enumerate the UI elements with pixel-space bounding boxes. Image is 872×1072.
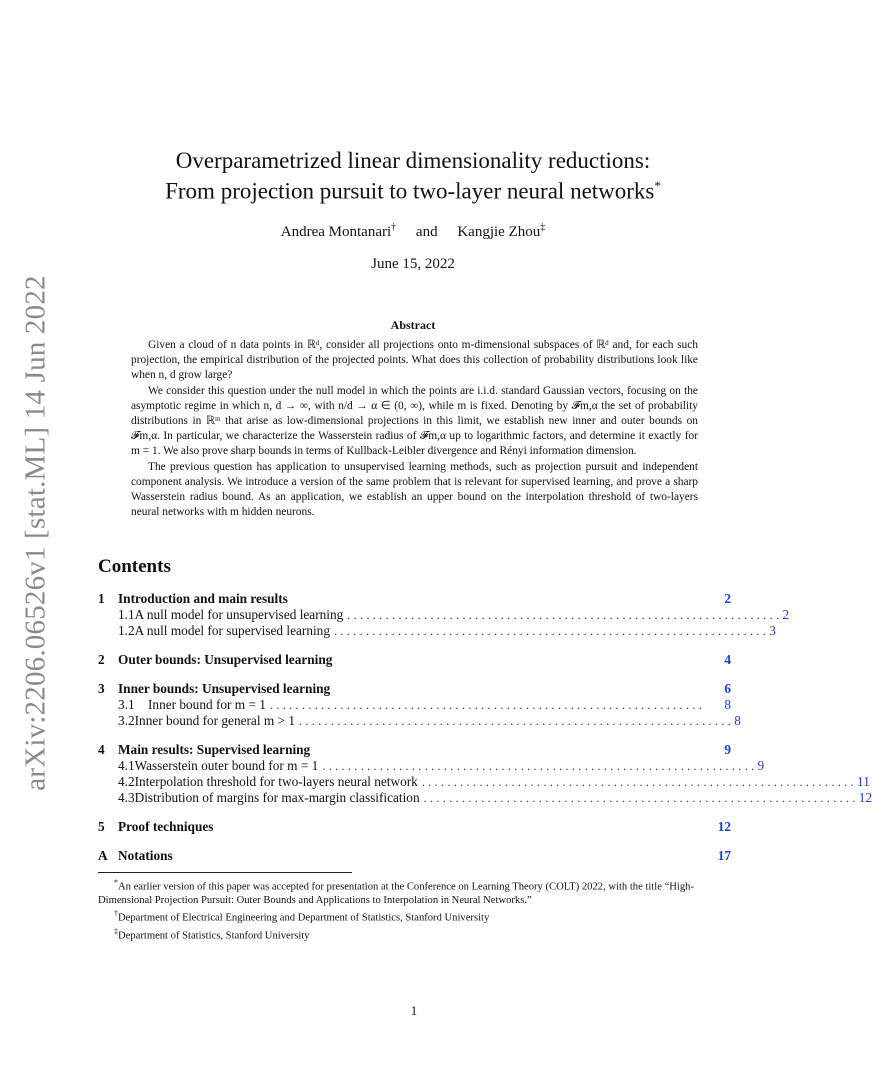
arxiv-id: arXiv:2206.06526v1 [stat.ML] 14 Jun 2022 — [19, 275, 52, 791]
title-line1-text: Overparametrized linear dimensionality reductions: — [175, 148, 651, 173]
toc-subsection[interactable] — [98, 623, 776, 639]
toc-subsection[interactable] — [98, 607, 790, 623]
footnote-1-text: An earlier version of this paper was accepted for presentation at the Conference on Learning Theory (COLT) 2022, with the title “High-Dimensional Projection Pursuit: Outer Bounds and Applications to Interpolation in Neural Networks.” — [98, 881, 694, 906]
toc-leader-dots: .................................................................... — [421, 775, 858, 789]
toc-leader-dots: .................................................................... — [333, 624, 770, 638]
toc-subsection[interactable] — [98, 758, 765, 774]
paper-date: June 15, 2022 — [371, 256, 455, 272]
footnote-3-mark: ‡ — [114, 927, 118, 937]
toc-subsection-number: 3.2 — [118, 713, 135, 728]
abstract-heading: Abstract — [390, 318, 436, 332]
toc-subsection-label[interactable]: Interpolation threshold for two-layers neural network — [134, 774, 418, 789]
toc-page-link[interactable]: 12 — [717, 819, 731, 834]
toc-section-number: 2 — [98, 652, 105, 667]
footnote-2-mark: † — [114, 909, 118, 919]
toc-subsection[interactable] — [98, 790, 872, 806]
toc-section-number: 1 — [98, 591, 105, 606]
footnote-3 — [98, 925, 732, 943]
toc-page-link[interactable]: 9 — [724, 742, 731, 757]
toc-subsection-number: 4.3 — [118, 790, 135, 805]
toc-section-number: 4 — [98, 742, 105, 757]
footnote-rule — [98, 872, 352, 873]
abstract — [131, 338, 698, 520]
toc-section-label[interactable]: Proof techniques — [118, 819, 214, 834]
abstract-paragraph-2: We consider this question under the null model in which the points are i.i.d. standard Gaussian vectors, focusing on the asymptotic regime in which n, d → ∞, with n/d → α ∈ (0, ∞), while m is fixed. Denoting by 𝓕m,α the set of probability distributions in ℝᵐ that arise as low-dimensional projections in this limit, we establish new inner and outer bounds on 𝓕m,α. In particular, we characterize the Wasserstein radius of 𝓕m,α up to logarithmic factors, and determine it exactly for m = 1. We also prove sharp bounds in terms of Kullback-Leibler divergence and Rényi information dimension. — [131, 384, 698, 458]
toc-subsection-label[interactable]: Wasserstein outer bound for m = 1 — [134, 758, 319, 773]
toc-section-label[interactable]: Outer bounds: Unsupervised learning — [118, 652, 333, 667]
table-of-contents — [98, 591, 872, 864]
toc-section-label[interactable]: Introduction and main results — [118, 591, 288, 606]
toc-page-link[interactable]: 2 — [724, 591, 731, 606]
footnote-2 — [98, 907, 732, 925]
paper-title-line2 — [98, 178, 728, 205]
toc-section-number: A — [98, 848, 108, 863]
contents-heading: Contents — [98, 556, 171, 577]
toc-subsection-number: 1.1 — [118, 607, 135, 622]
toc-leader-dots: .................................................................... — [299, 714, 735, 728]
footnote-1 — [98, 876, 732, 907]
toc-page-link[interactable]: 12 — [858, 790, 872, 805]
author1-mark[interactable]: † — [391, 222, 397, 233]
toc-page-link[interactable]: 8 — [724, 697, 731, 712]
toc-subsection[interactable] — [98, 697, 731, 713]
arxiv-sidebar-stamp — [14, 275, 58, 791]
author2-mark[interactable]: ‡ — [540, 222, 546, 233]
toc-subsection-label[interactable]: Inner bound for m = 1 — [148, 697, 266, 712]
toc-leader-dots: .................................................................... — [423, 791, 859, 805]
toc-section-label[interactable]: Notations — [118, 848, 173, 863]
toc-subsection-label[interactable]: Inner bound for general m > 1 — [134, 713, 295, 728]
toc-subsection-label[interactable]: A null model for unsupervised learning — [134, 607, 344, 622]
toc-subsection-label[interactable]: Distribution of margins for max-margin classification — [134, 790, 420, 805]
authors-and: and — [415, 224, 438, 240]
toc-page-link[interactable]: 4 — [724, 652, 731, 667]
toc-section[interactable] — [98, 742, 731, 758]
toc-subsection-label[interactable]: A null model for supervised learning — [134, 623, 330, 638]
toc-page-link[interactable]: 11 — [857, 774, 870, 789]
toc-subsection-number: 4.2 — [118, 774, 135, 789]
toc-page-link[interactable]: 8 — [734, 713, 741, 728]
toc-section-label[interactable]: Inner bounds: Unsupervised learning — [118, 681, 331, 696]
toc-section-number: 3 — [98, 681, 105, 696]
toc-page-link[interactable]: 17 — [717, 848, 731, 863]
toc-page-link[interactable]: 3 — [769, 623, 776, 638]
footnote-3-text: Department of Statistics, Stanford University — [118, 930, 310, 942]
toc-section[interactable] — [98, 681, 731, 697]
toc-leader-dots: .................................................................... — [347, 608, 783, 622]
authors — [98, 222, 728, 241]
title-footnote-mark[interactable]: * — [654, 178, 661, 193]
footnote-2-text: Department of Electrical Engineering and Department of Statistics, Stanford University — [118, 912, 490, 924]
toc-section[interactable] — [98, 591, 731, 607]
toc-section-number: 5 — [98, 819, 105, 834]
toc-subsection-number: 4.1 — [118, 758, 135, 773]
toc-subsection-number: 1.2 — [118, 623, 135, 638]
toc-page-link[interactable]: 9 — [757, 758, 765, 773]
author-montanari: Andrea Montanari — [280, 224, 392, 240]
paper-title-line1 — [98, 148, 728, 174]
toc-section-label[interactable]: Main results: Supervised learning — [118, 742, 311, 757]
page-number: 1 — [410, 1003, 418, 1018]
author-zhou: Kangjie Zhou — [457, 224, 541, 240]
toc-page-link[interactable]: 6 — [724, 681, 731, 696]
toc-subsection[interactable] — [98, 774, 870, 790]
footnote-1-mark: * — [114, 878, 118, 887]
toc-section[interactable] — [98, 652, 731, 668]
title-line2-text: From projection pursuit to two-layer neural networks — [165, 178, 655, 204]
footnotes — [98, 876, 732, 943]
abstract-paragraph-3: The previous question has application to unsupervised learning methods, such as projection pursuit and independent component analysis. We introduce a version of the same problem that is relevant for supervised learning, and prove a sharp Wasserstein radius bound. As an application, we establish an upper bound on the interpolation threshold of two-layers neural networks with m hidden neurons. — [131, 460, 698, 519]
toc-section[interactable] — [98, 819, 731, 835]
toc-subsection-number: 3.1 — [118, 697, 135, 712]
abstract-paragraph-1: Given a cloud of n data points in ℝᵈ, consider all projections onto m-dimensional subspaces of ℝᵈ and, for each such projection, the empirical distribution of the projected points. What does this collection of probability distributions look like when n, d grow large? — [131, 339, 698, 382]
toc-leader-dots: .................................................................... — [269, 698, 706, 712]
toc-leader-dots: .................................................................... — [322, 759, 758, 773]
toc-section[interactable] — [98, 848, 731, 864]
toc-page-link[interactable]: 2 — [782, 607, 790, 622]
toc-subsection[interactable] — [98, 713, 741, 729]
